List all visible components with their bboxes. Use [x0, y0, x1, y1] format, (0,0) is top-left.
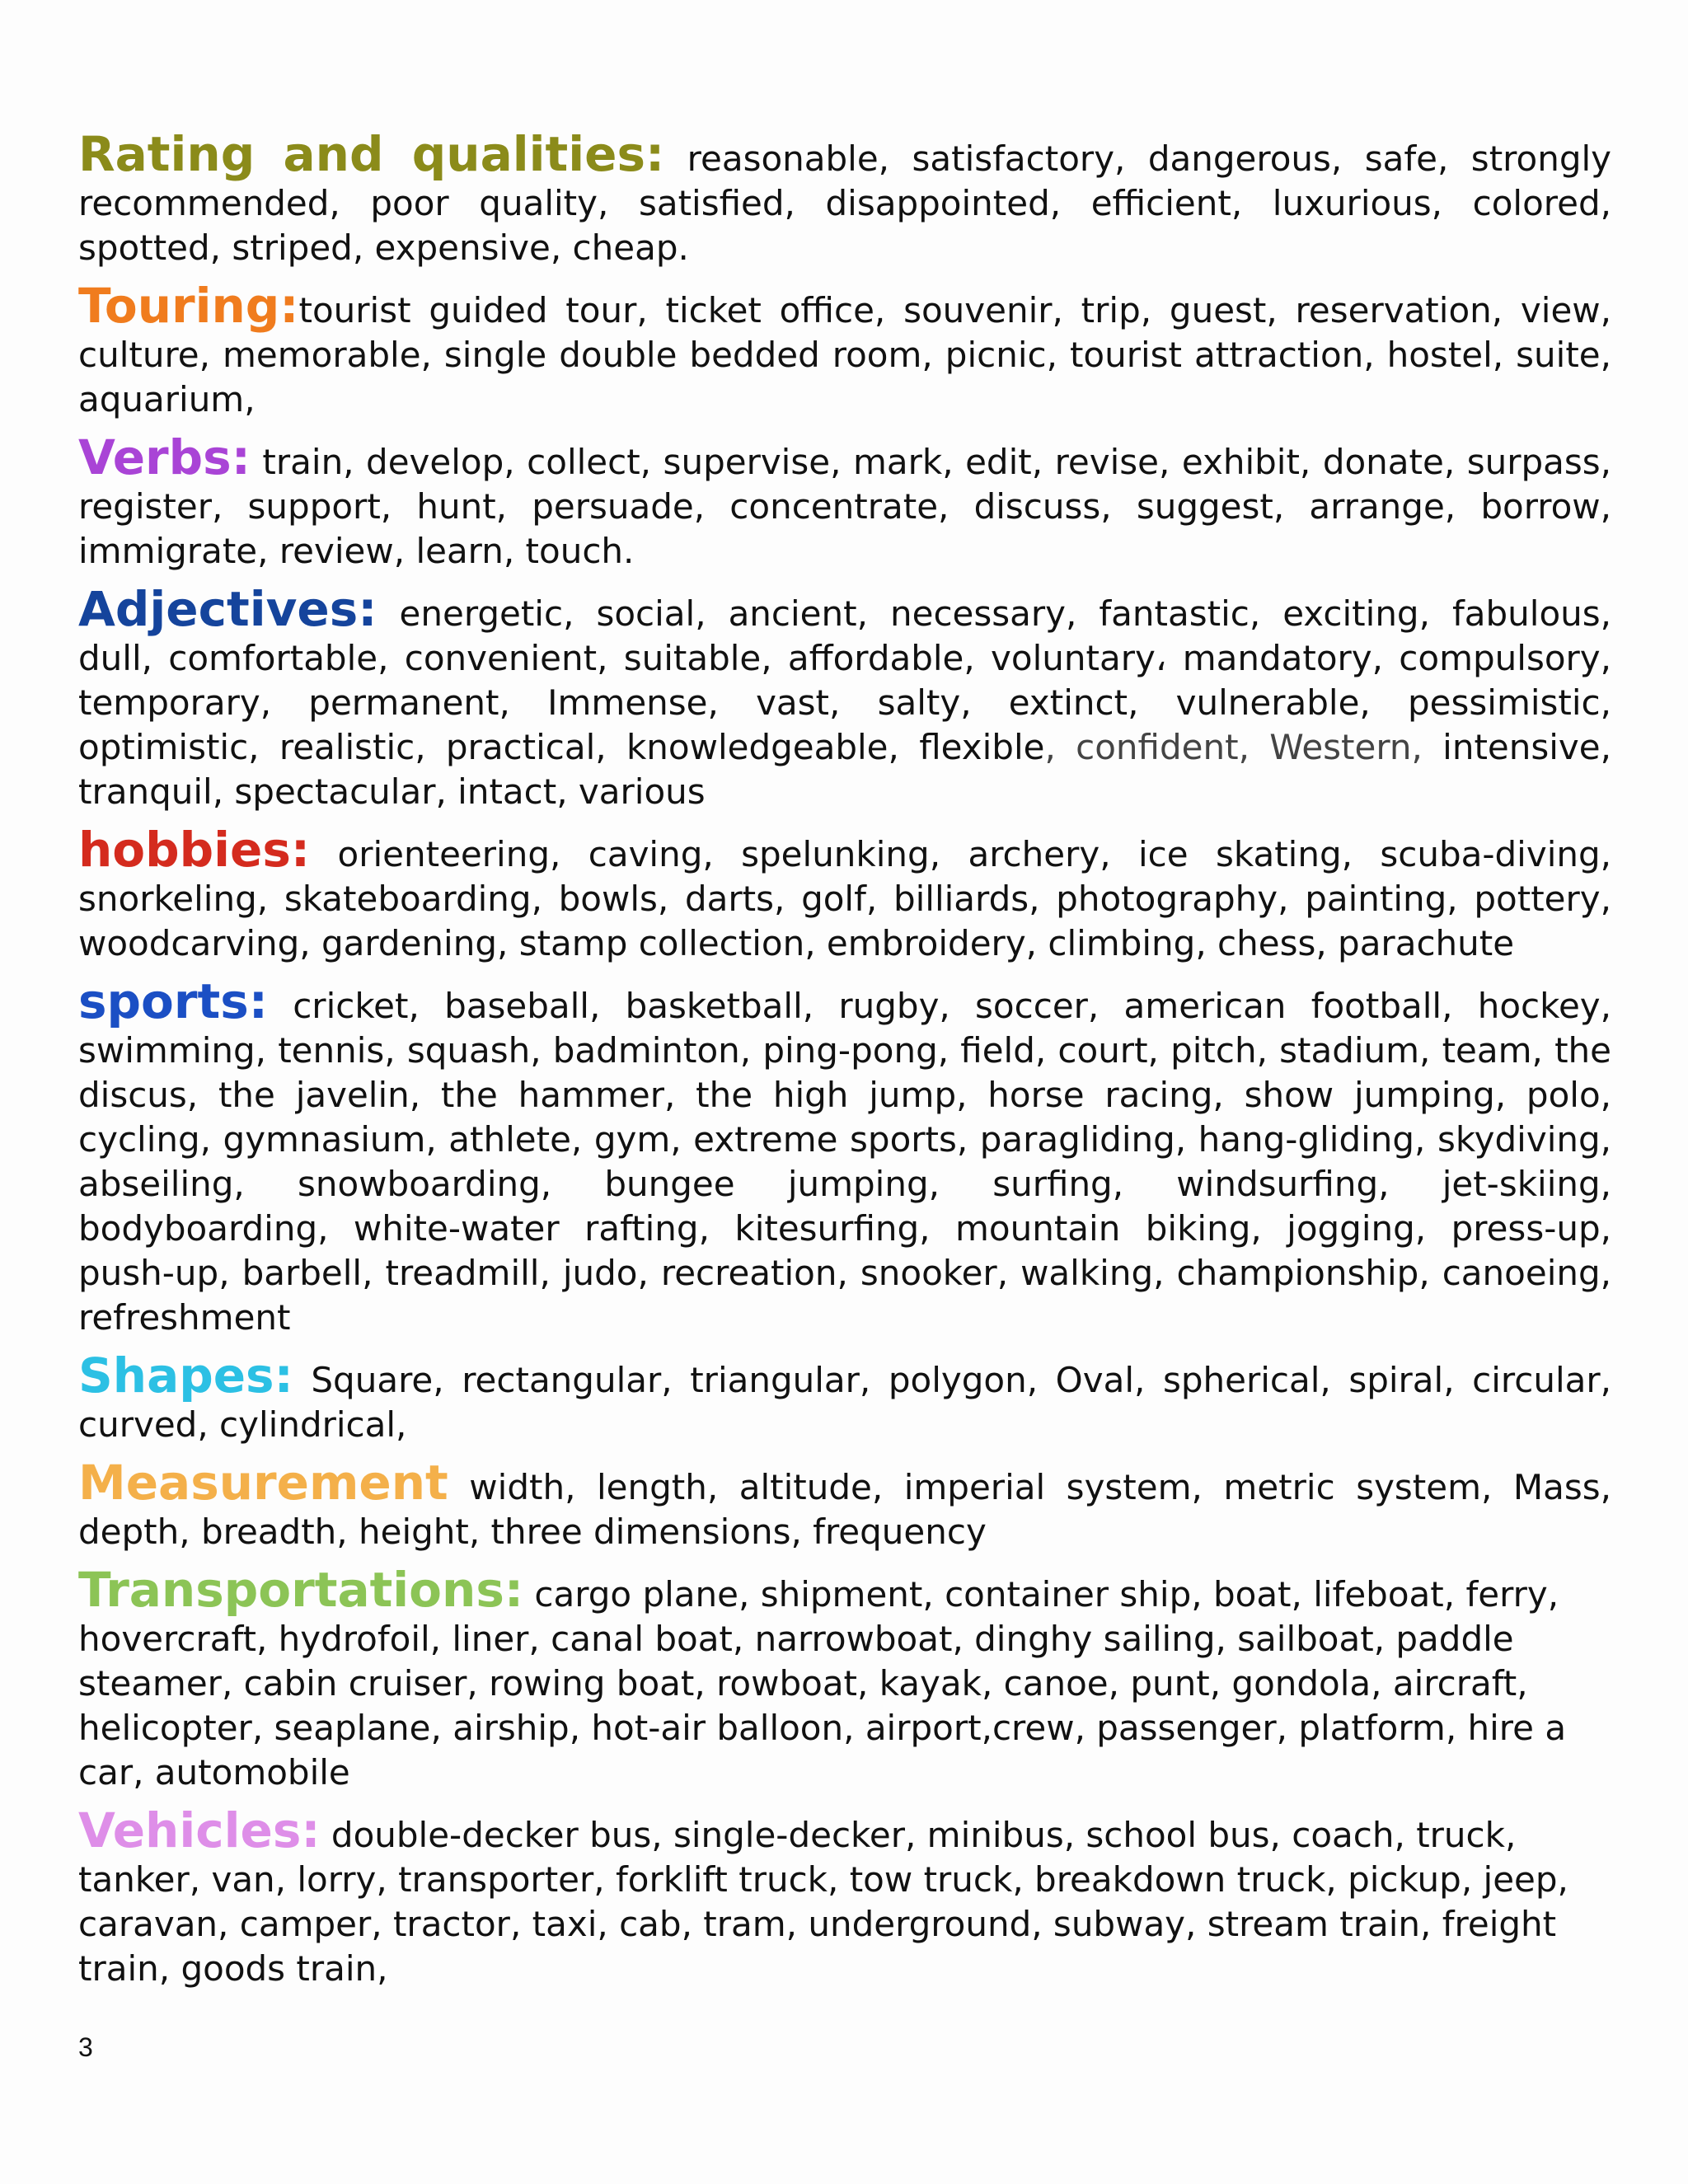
- sports-heading: sports:: [78, 973, 268, 1029]
- transportations-terms: cargo plane, shipment, container ship, boat, lifeboat, ferry, hovercraft, hydrofoil, liner, canal boat, narrowboat, dinghy sailing, sailboat, paddle steamer, cabin cruiser, rowing boat, rowboat, kayak, canoe, punt, gondola, aircraft, helicopter, seaplane, airship, hot-air balloon, airport,crew, passenger, platform, hire a car, automobile: [78, 1574, 1567, 1793]
- section-shapes: [78, 1347, 1612, 1447]
- hobbies-terms: orienteering, caving, spelunking, archery, ice skating, scuba-diving, snorkeling, skateboarding, bowls, darts, golf, billiards, photography, painting, pottery, woodcarving, gardening, stamp collection, embroidery, climbing, chess, parachute: [78, 834, 1612, 963]
- shapes-terms: Square, rectangular, triangular, polygon, Oval, spherical, spiral, circular, curved, cylindrical,: [78, 1360, 1612, 1445]
- section-transportations: [78, 1562, 1611, 1795]
- adjectives-terms-end: intensive, tranquil, spectacular, intact, various: [78, 727, 1611, 812]
- vehicles-heading: Vehicles:: [78, 1802, 321, 1858]
- adjectives-heading: Adjectives:: [78, 581, 377, 637]
- section-sports: [78, 973, 1611, 1340]
- verbs-heading: Verbs:: [78, 429, 251, 485]
- verbs-terms: train, develop, collect, supervise, mark, edit, revise, exhibit, donate, surpass, register, support, hunt, persuade, concentrate, discuss, suggest, arrange, borrow, immigrate, review, learn, touch.: [78, 442, 1611, 571]
- vocabulary-page: [78, 126, 1612, 2004]
- touring-terms: tourist guided tour, ticket office, souvenir, trip, guest, reservation, view, culture, memorable, single double bedded room, picnic, tourist attraction, hostel, suite, aquarium,: [78, 290, 1611, 419]
- transportations-heading: Transportations:: [78, 1562, 524, 1618]
- measurement-heading: Measurement: [78, 1455, 448, 1511]
- sports-terms: cricket, baseball, basketball, rugby, soccer, american football, hockey, swimming, tennis, squash, badminton, ping-pong, field, court, pitch, stadium, team, the discus, the javelin, the hammer, the high jump, horse racing, show jumping, polo, cycling, gymnasium, athlete, gym, extreme sports, paragliding, hang-gliding, skydiving, abseiling, snowboarding, bungee jumping, surfing, windsurfing, jet-skiing, bodyboarding, white-water rafting, kitesurfing, mountain biking, jogging, press-up, push-up, barbell, treadmill, judo, recreation, snooker, walking, championship, canoeing, refreshment: [78, 986, 1611, 1338]
- section-vehicles: [78, 1802, 1611, 1991]
- rating-terms: reasonable, satisfactory, dangerous, safe, strongly recommended, poor quality, satisfied, disappointed, efficient, luxurious, colored, spotted, striped, expensive, cheap.: [78, 138, 1612, 268]
- page-number: 3: [78, 2032, 93, 2062]
- vehicles-terms: double-decker bus, single-decker, minibus, school bus, coach, truck, tanker, van, lorry, transporter, forklift truck, tow truck, breakdown truck, pickup, jeep, caravan, camper, tractor, taxi, cab, tram, underground, subway, stream train, freight train, goods train,: [78, 1815, 1568, 1989]
- section-adjectives: [78, 581, 1611, 814]
- adjectives-terms: energetic, social, ancient, necessary, fantastic, exciting, fabulous, dull, comfortable, convenient, suitable, affordable, voluntary، mandatory, compulsory, temporary, permanent, Immense, vast, salty, extinct, vulnerable, pessimistic, optimistic, realistic, practical, knowledgeable, flexible: [78, 593, 1611, 767]
- touring-heading: Touring:: [78, 278, 299, 334]
- section-verbs: [78, 429, 1611, 574]
- rating-heading: Rating and qualities:: [78, 126, 665, 182]
- shapes-heading: Shapes:: [78, 1347, 293, 1404]
- section-measurement: [78, 1455, 1612, 1554]
- hobbies-heading: hobbies:: [78, 822, 311, 878]
- section-rating: [78, 126, 1612, 270]
- measurement-terms: width, length, altitude, imperial system, metric system, Mass, depth, breadth, height, three dimensions, frequency: [78, 1467, 1612, 1552]
- adjectives-terms-grey: , confident, Western,: [1044, 727, 1423, 767]
- section-hobbies: [78, 822, 1612, 966]
- section-touring: [78, 278, 1611, 422]
